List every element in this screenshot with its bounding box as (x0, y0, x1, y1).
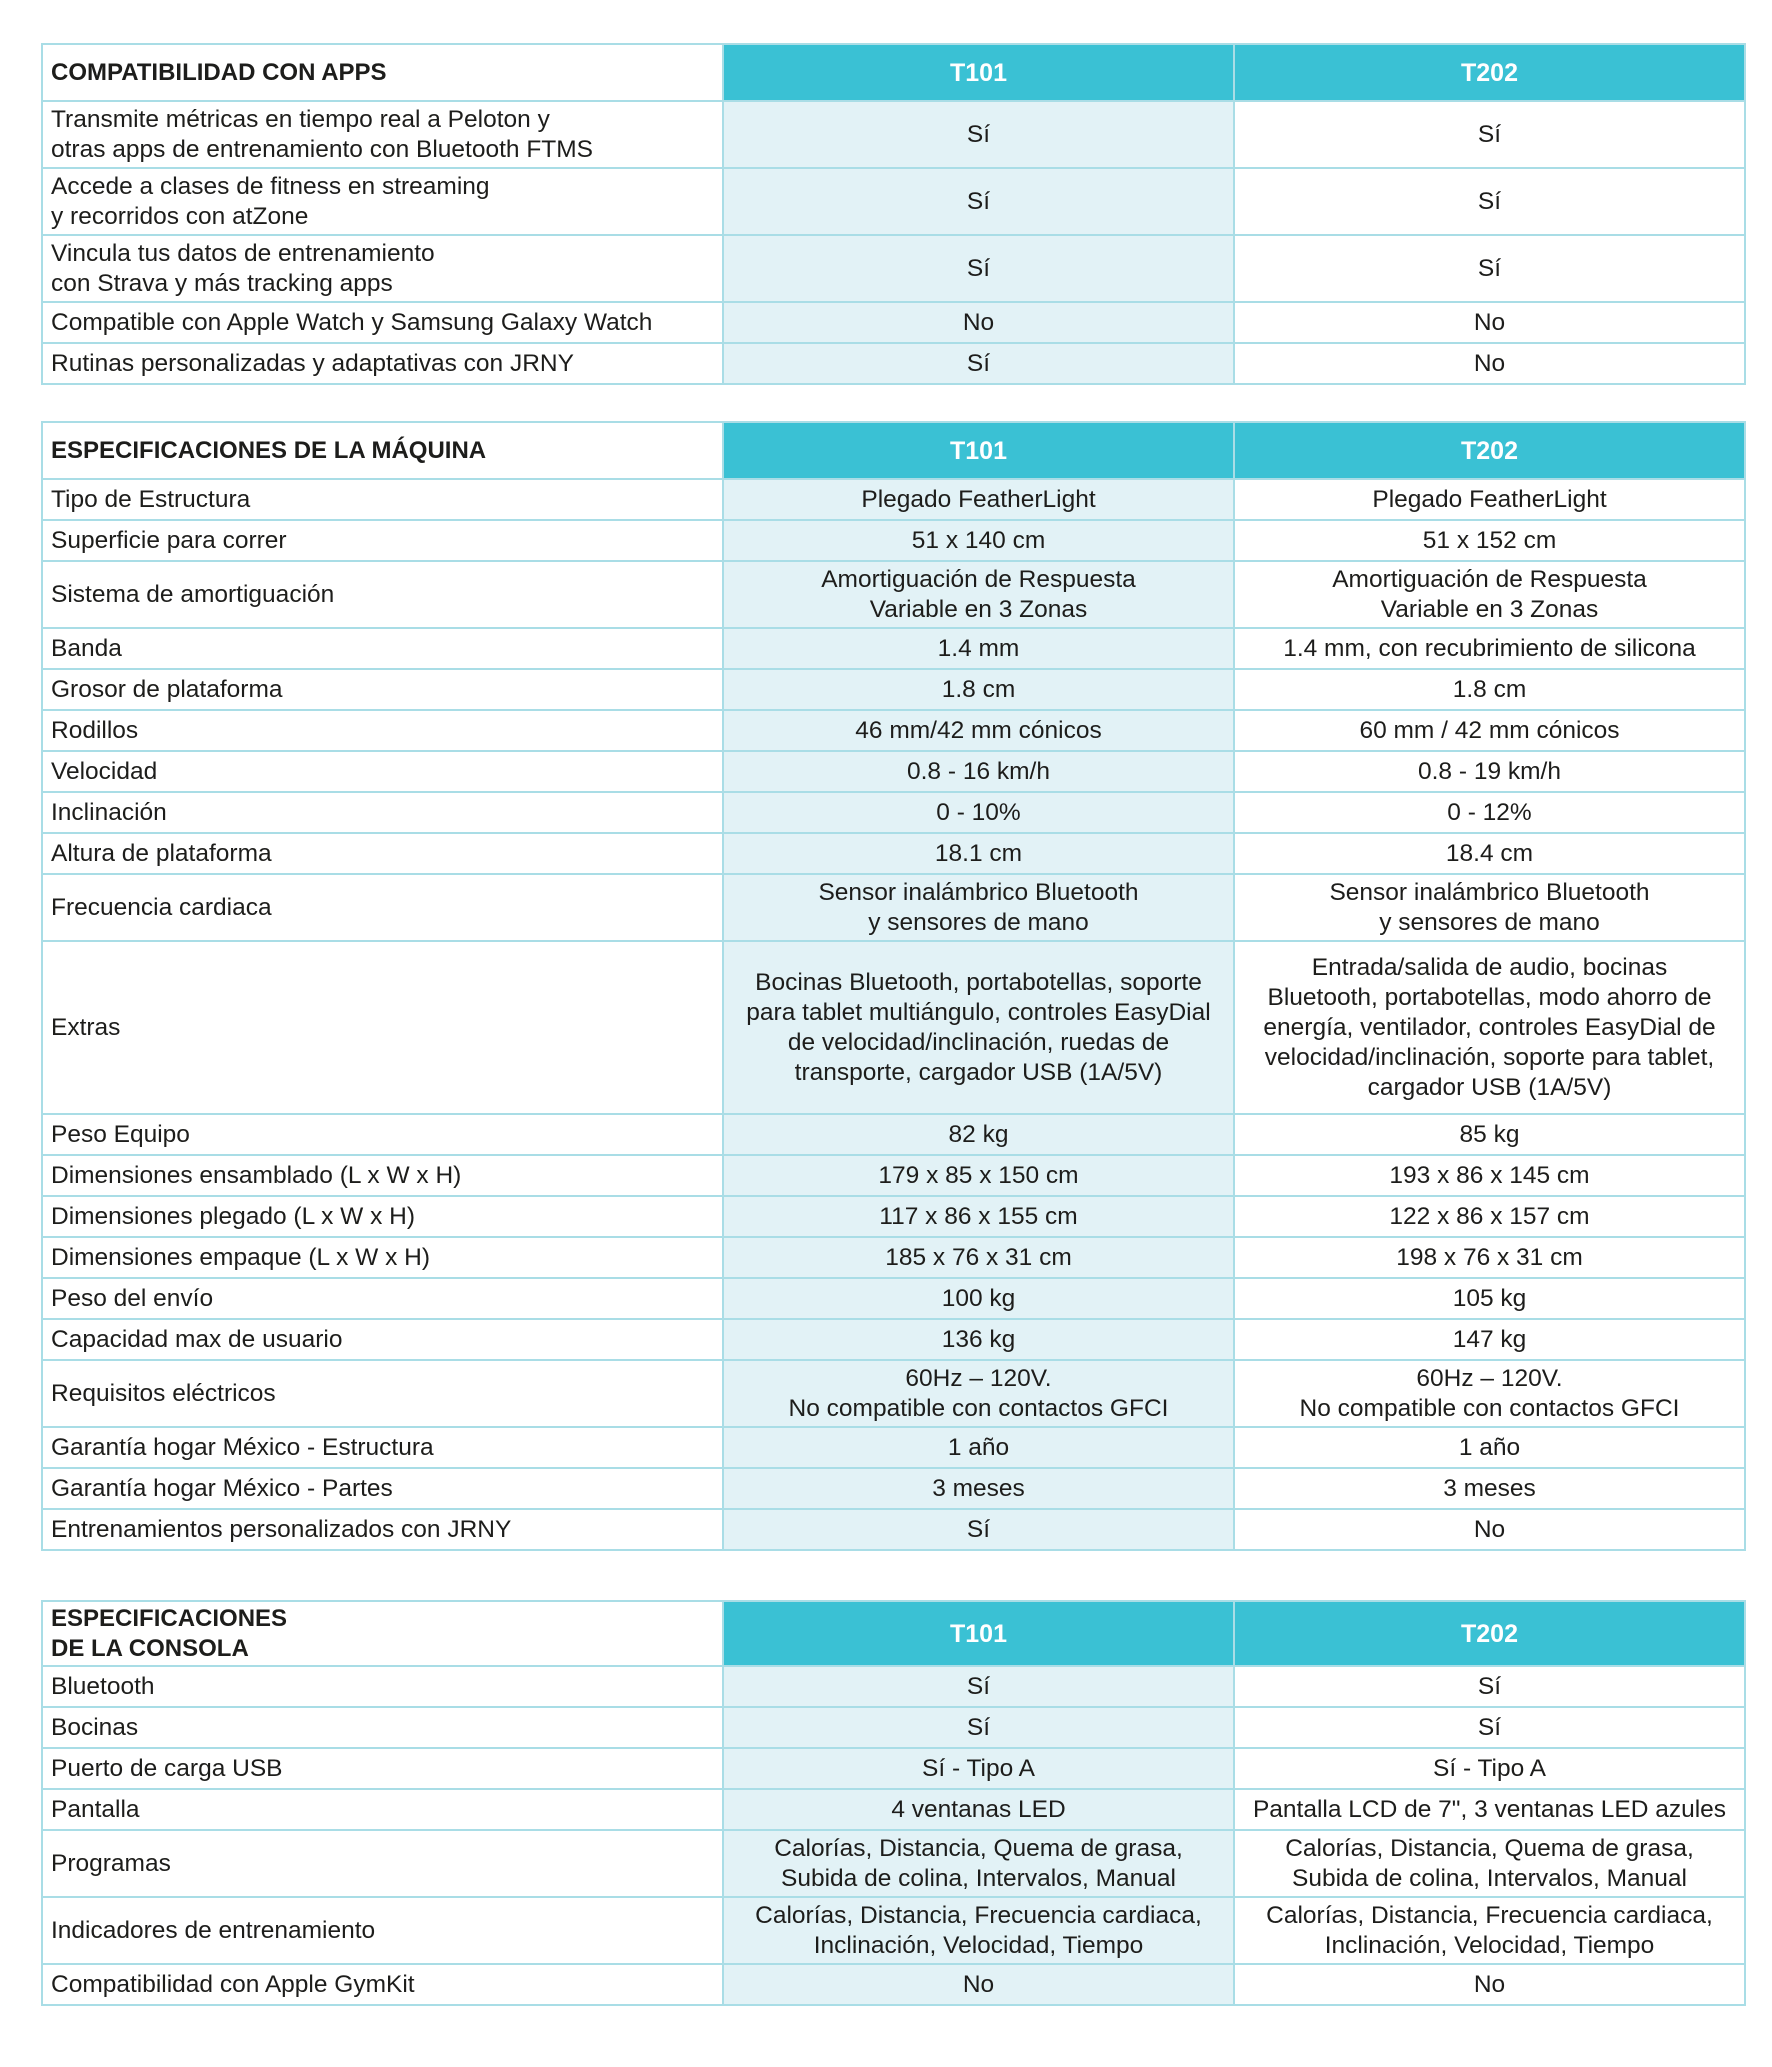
t101-value: No (723, 302, 1234, 343)
row-label: Bluetooth (42, 1666, 723, 1707)
t202-value: 0 - 12% (1234, 792, 1745, 833)
t202-value: 1 año (1234, 1427, 1745, 1468)
table-row (42, 1509, 1745, 1550)
t101-value: 117 x 86 x 155 cm (723, 1196, 1234, 1237)
row-label: Garantía hogar México - Partes (42, 1468, 723, 1509)
table-row (42, 101, 1745, 168)
t101-value: Sí (723, 343, 1234, 384)
table-row (42, 1748, 1745, 1789)
t202-value: 85 kg (1234, 1114, 1745, 1155)
t202-value: 193 x 86 x 145 cm (1234, 1155, 1745, 1196)
table-row (42, 168, 1745, 235)
table-row (42, 833, 1745, 874)
model-header: T202 (1234, 422, 1745, 479)
table-row (42, 1319, 1745, 1360)
t101-value: 0.8 - 16 km/h (723, 751, 1234, 792)
t101-value: 51 x 140 cm (723, 520, 1234, 561)
t202-value: No (1234, 343, 1745, 384)
t101-value: 1.8 cm (723, 669, 1234, 710)
row-label: Rutinas personalizadas y adaptativas con JRNY (42, 343, 723, 384)
t202-value: 60 mm / 42 mm cónicos (1234, 710, 1745, 751)
t101-value: 4 ventanas LED (723, 1789, 1234, 1830)
table-row (42, 941, 1745, 1114)
table-row (42, 561, 1745, 628)
t202-value: Sí (1234, 235, 1745, 302)
table-row (42, 520, 1745, 561)
table-row (42, 479, 1745, 520)
row-label: Requisitos eléctricos (42, 1360, 723, 1427)
row-label: Grosor de plataforma (42, 669, 723, 710)
row-label: Entrenamientos personalizados con JRNY (42, 1509, 723, 1550)
row-label: Puerto de carga USB (42, 1748, 723, 1789)
table-row (42, 302, 1745, 343)
table-row (42, 1964, 1745, 2005)
spec-table (41, 1600, 1746, 2006)
row-label: Indicadores de entrenamiento (42, 1897, 723, 1964)
t202-value: Sensor inalámbrico Bluetooth y sensores de mano (1234, 874, 1745, 941)
table-row (42, 1830, 1745, 1897)
table-row (42, 1196, 1745, 1237)
t101-value: 46 mm/42 mm cónicos (723, 710, 1234, 751)
t101-value: 60Hz – 120V. No compatible con contactos GFCI (723, 1360, 1234, 1427)
row-label: Dimensiones ensamblado (L x W x H) (42, 1155, 723, 1196)
row-label: Tipo de Estructura (42, 479, 723, 520)
row-label: Altura de plataforma (42, 833, 723, 874)
table-row (42, 874, 1745, 941)
t202-value: No (1234, 1509, 1745, 1550)
table-row (42, 751, 1745, 792)
t202-value: Calorías, Distancia, Frecuencia cardiaca, Inclinación, Velocidad, Tiempo (1234, 1897, 1745, 1964)
row-label: Dimensiones plegado (L x W x H) (42, 1196, 723, 1237)
t202-value: No (1234, 302, 1745, 343)
t101-value: Sí (723, 168, 1234, 235)
model-header: T101 (723, 44, 1234, 101)
row-label: Programas (42, 1830, 723, 1897)
t202-value: 3 meses (1234, 1468, 1745, 1509)
table-row (42, 1707, 1745, 1748)
t202-value: No (1234, 1964, 1745, 2005)
row-label: Velocidad (42, 751, 723, 792)
t101-value: Sí (723, 1707, 1234, 1748)
t101-value: Plegado FeatherLight (723, 479, 1234, 520)
table-row (42, 1427, 1745, 1468)
t202-value: 147 kg (1234, 1319, 1745, 1360)
t202-value: Calorías, Distancia, Quema de grasa, Subida de colina, Intervalos, Manual (1234, 1830, 1745, 1897)
table-row (42, 343, 1745, 384)
t202-value: 18.4 cm (1234, 833, 1745, 874)
t101-value: Sí (723, 101, 1234, 168)
row-label: Dimensiones empaque (L x W x H) (42, 1237, 723, 1278)
t202-value: 105 kg (1234, 1278, 1745, 1319)
t101-value: 136 kg (723, 1319, 1234, 1360)
section-title: ESPECIFICACIONES DE LA MÁQUINA (42, 422, 723, 479)
t101-value: 82 kg (723, 1114, 1234, 1155)
model-header: T202 (1234, 44, 1745, 101)
t202-value: 51 x 152 cm (1234, 520, 1745, 561)
section-title: COMPATIBILIDAD CON APPS (42, 44, 723, 101)
t202-value: 122 x 86 x 157 cm (1234, 1196, 1745, 1237)
t101-value: Calorías, Distancia, Quema de grasa, Subida de colina, Intervalos, Manual (723, 1830, 1234, 1897)
t101-value: 179 x 85 x 150 cm (723, 1155, 1234, 1196)
table-row (42, 1155, 1745, 1196)
row-label: Peso Equipo (42, 1114, 723, 1155)
table-row (42, 1114, 1745, 1155)
t202-value: Sí (1234, 168, 1745, 235)
row-label: Accede a clases de fitness en streaming y recorridos con atZone (42, 168, 723, 235)
t101-value: Sí (723, 235, 1234, 302)
t101-value: Sí (723, 1666, 1234, 1707)
model-header: T101 (723, 422, 1234, 479)
section-title: ESPECIFICACIONES DE LA CONSOLA (42, 1601, 723, 1666)
row-label: Frecuencia cardiaca (42, 874, 723, 941)
table-row (42, 669, 1745, 710)
t202-value: Amortiguación de Respuesta Variable en 3 Zonas (1234, 561, 1745, 628)
row-label: Peso del envío (42, 1278, 723, 1319)
row-label: Capacidad max de usuario (42, 1319, 723, 1360)
table-row (42, 235, 1745, 302)
row-label: Rodillos (42, 710, 723, 751)
t101-value: 18.1 cm (723, 833, 1234, 874)
row-label: Compatibilidad con Apple GymKit (42, 1964, 723, 2005)
row-label: Transmite métricas en tiempo real a Peloton y otras apps de entrenamiento con Bluetooth FTMS (42, 101, 723, 168)
row-label: Compatible con Apple Watch y Samsung Galaxy Watch (42, 302, 723, 343)
t202-value: Sí (1234, 1666, 1745, 1707)
spec-table (41, 421, 1746, 1551)
t202-value: Plegado FeatherLight (1234, 479, 1745, 520)
row-label: Vincula tus datos de entrenamiento con Strava y más tracking apps (42, 235, 723, 302)
t202-value: Pantalla LCD de 7", 3 ventanas LED azules (1234, 1789, 1745, 1830)
t101-value: 3 meses (723, 1468, 1234, 1509)
row-label: Garantía hogar México - Estructura (42, 1427, 723, 1468)
t202-value: Sí (1234, 1707, 1745, 1748)
row-label: Superficie para correr (42, 520, 723, 561)
table-row (42, 1897, 1745, 1964)
t202-value: 60Hz – 120V. No compatible con contactos GFCI (1234, 1360, 1745, 1427)
row-label: Banda (42, 628, 723, 669)
table-row (42, 1278, 1745, 1319)
t202-value: 1.8 cm (1234, 669, 1745, 710)
table-row (42, 792, 1745, 833)
table-row (42, 710, 1745, 751)
row-label: Extras (42, 941, 723, 1114)
table-row (42, 1360, 1745, 1427)
row-label: Inclinación (42, 792, 723, 833)
spec-table (41, 43, 1746, 385)
table-row (42, 1789, 1745, 1830)
table-header-row (42, 44, 1745, 101)
t101-value: Calorías, Distancia, Frecuencia cardiaca, Inclinación, Velocidad, Tiempo (723, 1897, 1234, 1964)
t202-value: 1.4 mm, con recubrimiento de silicona (1234, 628, 1745, 669)
table-header-row (42, 1601, 1745, 1666)
table-row (42, 1468, 1745, 1509)
t101-value: Sensor inalámbrico Bluetooth y sensores de mano (723, 874, 1234, 941)
table-row (42, 1237, 1745, 1278)
t101-value: 1.4 mm (723, 628, 1234, 669)
row-label: Sistema de amortiguación (42, 561, 723, 628)
table-row (42, 628, 1745, 669)
t101-value: Amortiguación de Respuesta Variable en 3 Zonas (723, 561, 1234, 628)
t202-value: 0.8 - 19 km/h (1234, 751, 1745, 792)
model-header: T202 (1234, 1601, 1745, 1666)
t101-value: 185 x 76 x 31 cm (723, 1237, 1234, 1278)
row-label: Pantalla (42, 1789, 723, 1830)
t101-value: 0 - 10% (723, 792, 1234, 833)
t101-value: Bocinas Bluetooth, portabotellas, soporte para tablet multiángulo, controles EasyDial de velocidad/inclinación, ruedas de transporte, cargador USB (1A/5V) (723, 941, 1234, 1114)
t101-value: Sí - Tipo A (723, 1748, 1234, 1789)
table-header-row (42, 422, 1745, 479)
t202-value: 198 x 76 x 31 cm (1234, 1237, 1745, 1278)
model-header: T101 (723, 1601, 1234, 1666)
table-row (42, 1666, 1745, 1707)
t101-value: No (723, 1964, 1234, 2005)
t202-value: Entrada/salida de audio, bocinas Bluetooth, portabotellas, modo ahorro de energía, ventilador, controles EasyDial de velocidad/inclinación, soporte para tablet, cargador USB (1A/5V) (1234, 941, 1745, 1114)
t202-value: Sí (1234, 101, 1745, 168)
row-label: Bocinas (42, 1707, 723, 1748)
t101-value: 100 kg (723, 1278, 1234, 1319)
t101-value: Sí (723, 1509, 1234, 1550)
t101-value: 1 año (723, 1427, 1234, 1468)
t202-value: Sí - Tipo A (1234, 1748, 1745, 1789)
